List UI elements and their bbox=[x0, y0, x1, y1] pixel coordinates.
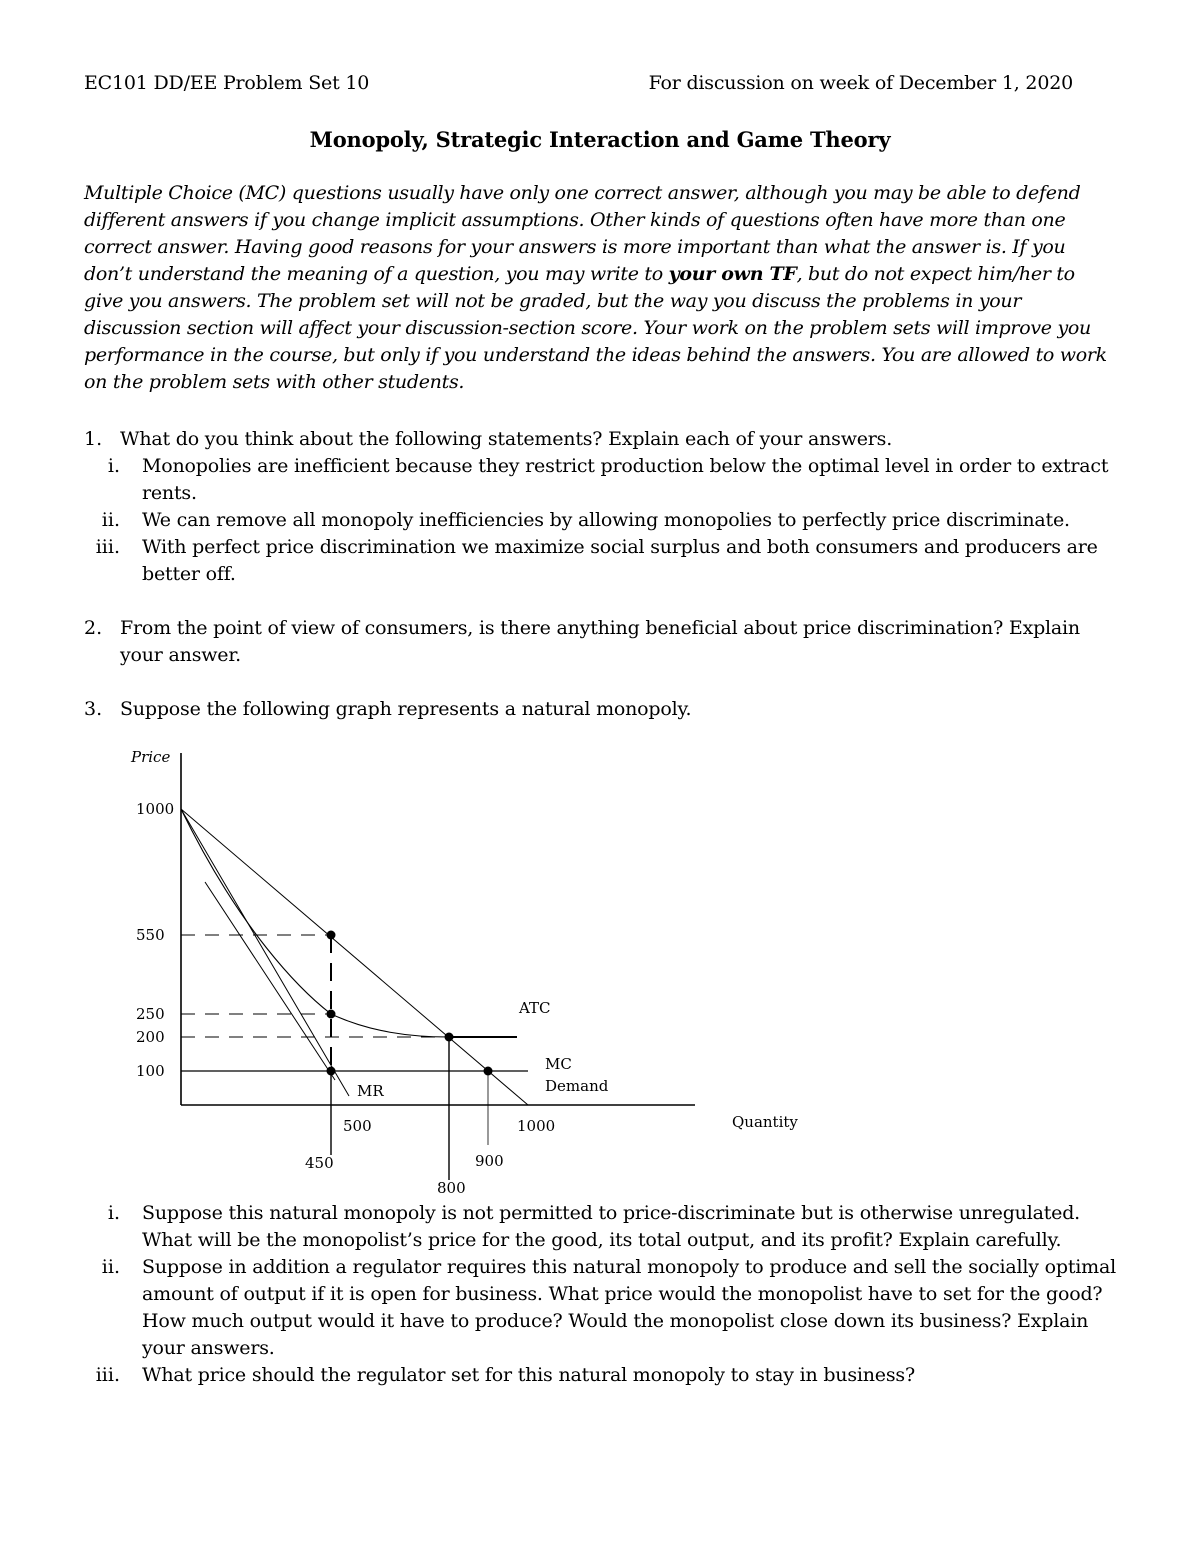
q1-i-line1: Monopolies are inefficient because they restrict production below the optimal level in order to extract bbox=[142, 455, 1109, 477]
page-title: Monopoly, Strategic Interaction and Game Theory bbox=[309, 127, 891, 152]
q1-iii-number: iii. bbox=[95, 536, 120, 558]
discussion-date: For discussion on week of December 1, 2020 bbox=[648, 72, 1073, 94]
q1-number: 1. bbox=[84, 428, 103, 450]
q3-ii-line3: How much output would it have to produce? Would the monopolist close down its business? Explain bbox=[142, 1310, 1089, 1332]
x-axis-label: Quantity bbox=[732, 1113, 798, 1131]
instructions-text-1: Multiple Choice (MC) questions usually have only one correct answer, although you may be able to defend different answers if you change implicit assumptions. Other kinds of questions often have more than one correct answer. Having good reasons for your answers is more important than what the answer is. If you don’t understand the meaning of a question, you may write to bbox=[84, 182, 1081, 285]
mr-curve-extension bbox=[205, 882, 335, 1080]
q2-line1: From the point of view of consumers, is there anything beneficial about price discrimination? Explain bbox=[120, 617, 1080, 639]
x-tick-800-4: 800 bbox=[437, 1179, 466, 1197]
q3-i-line2: What will be the monopolist’s price for the good, its total output, and its profit? Explain carefully. bbox=[142, 1229, 1062, 1251]
instructions-text-2: , but do not expect him/her to give you answers. The problem set will not be graded, but the way you discuss the problems in your discussion section will affect your discussion-section score. Your work on the problem sets will improve you performance in the course, but only if you understand the ideas behind the answers. You are allowed to work on the problem sets with other students. bbox=[84, 263, 1107, 393]
q3-text: Suppose the following graph represents a natural monopoly. bbox=[120, 698, 692, 720]
q3-ii-line1: Suppose in addition a regulator requires this natural monopoly to produce and sell the socially optimal bbox=[142, 1256, 1116, 1278]
q1-iii-line1: With perfect price discrimination we maximize social surplus and both consumers and producers are bbox=[142, 536, 1098, 558]
y-tick-550: 550 bbox=[136, 926, 165, 944]
q3-iii-number: iii. bbox=[95, 1364, 120, 1386]
x-tick-1000-1: 1000 bbox=[517, 1117, 556, 1135]
q1-i-number: i. bbox=[107, 455, 120, 477]
demand-curve bbox=[181, 809, 528, 1105]
y-tick-1000: 1000 bbox=[136, 800, 175, 818]
q1-i-line2: rents. bbox=[142, 482, 197, 504]
y-tick-250: 250 bbox=[136, 1005, 165, 1023]
q3-ii-number: ii. bbox=[101, 1256, 120, 1278]
x-tick-500-0: 500 bbox=[343, 1117, 372, 1135]
q2-line2: your answer. bbox=[120, 644, 241, 666]
q1-iii-line2: better off. bbox=[142, 563, 236, 585]
marked-point-2 bbox=[327, 1067, 336, 1076]
q1-ii-number: ii. bbox=[101, 509, 120, 531]
course-header: EC101 DD/EE Problem Set 10 bbox=[84, 72, 370, 94]
curve-label-demand: Demand bbox=[545, 1077, 609, 1095]
q3-iii-line1: What price should the regulator set for this natural monopoly to stay in business? bbox=[142, 1364, 915, 1386]
q1-ii-line1: We can remove all monopoly inefficiencies by allowing monopolies to perfectly price discriminate. bbox=[142, 509, 1070, 531]
q1-text: What do you think about the following statements? Explain each of your answers. bbox=[120, 428, 893, 450]
curve-label-atc: ATC bbox=[519, 999, 551, 1017]
q2-number: 2. bbox=[84, 617, 103, 639]
x-tick-900-3: 900 bbox=[475, 1152, 504, 1170]
y-tick-100: 100 bbox=[136, 1062, 165, 1080]
q3-number: 3. bbox=[84, 698, 103, 720]
y-tick-200: 200 bbox=[136, 1028, 165, 1046]
q3-i-line1: Suppose this natural monopoly is not permitted to price-discriminate but is otherwise unregulated. bbox=[142, 1202, 1080, 1224]
q3-i-number: i. bbox=[107, 1202, 120, 1224]
marked-point-0 bbox=[327, 931, 336, 940]
y-axis-label: Price bbox=[131, 748, 171, 766]
curve-label-mr: MR bbox=[357, 1082, 384, 1100]
marked-point-4 bbox=[484, 1067, 493, 1076]
mr-curve bbox=[181, 809, 349, 1096]
q3-ii-line2: amount of output if it is open for business. What price would the monopolist have to set for the good? bbox=[142, 1283, 1103, 1305]
q3-ii-line4: your answers. bbox=[142, 1337, 275, 1359]
marked-point-1 bbox=[327, 1010, 336, 1019]
curve-label-mc: MC bbox=[545, 1055, 572, 1073]
marked-point-3 bbox=[445, 1033, 454, 1042]
instructions-bold: your own TF bbox=[668, 263, 797, 285]
x-tick-450-2: 450 bbox=[305, 1154, 334, 1172]
